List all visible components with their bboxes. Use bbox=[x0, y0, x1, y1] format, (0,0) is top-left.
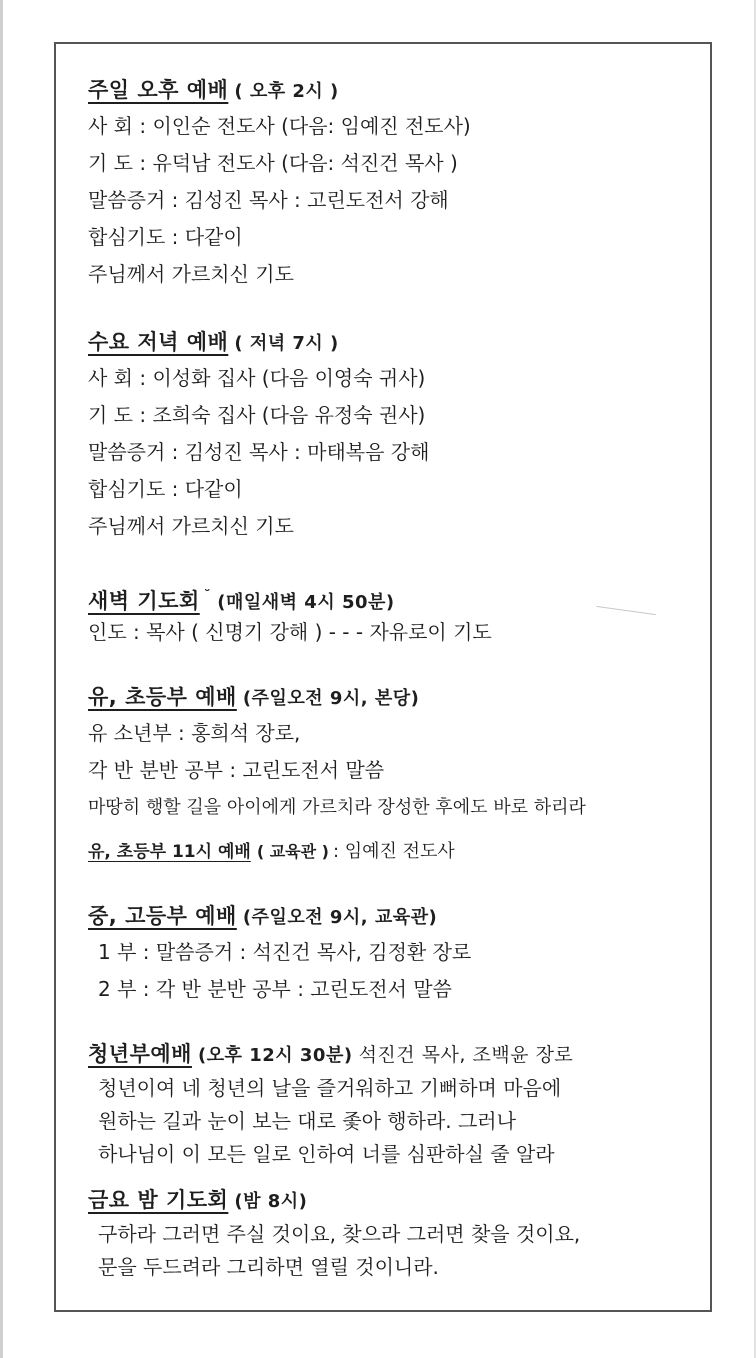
page-edge-left bbox=[0, 0, 3, 1358]
section-time: (주일오전 9시, 본당) bbox=[242, 688, 420, 709]
section-title: 유, 초등부 예배 bbox=[88, 685, 237, 709]
section-heading bbox=[88, 578, 698, 614]
line-joint-prayer: 합심기도 : 다같이 bbox=[88, 225, 243, 249]
line-part-1: 1 부 : 말씀증거 : 석진건 목사, 김정환 장로 bbox=[98, 940, 472, 964]
section-wednesday-evening bbox=[88, 324, 698, 545]
line-verse-3: 하나님이 이 모든 일로 인하여 너를 심판하실 줄 알라 bbox=[98, 1142, 555, 1166]
sub-leader: : 임예진 전도사 bbox=[332, 841, 455, 862]
section-heading bbox=[88, 324, 698, 360]
line-joint-prayer: 합심기도 : 다같이 bbox=[88, 477, 243, 501]
section-title: 주일 오후 예배 bbox=[88, 78, 229, 102]
section-time: (주일오전 9시, 교육관) bbox=[242, 907, 438, 928]
section-heading bbox=[88, 898, 698, 934]
line-prayer: 기 도 : 조희숙 집사 (다음 유정숙 권사) bbox=[88, 403, 426, 427]
section-leaders: 석진건 목사, 조백윤 장로 bbox=[358, 1044, 574, 1066]
line-lords-prayer: 주님께서 가르치신 기도 bbox=[88, 262, 294, 286]
line-lords-prayer: 주님께서 가르치신 기도 bbox=[88, 514, 294, 538]
line-11am-service bbox=[88, 832, 698, 869]
section-title: 수요 저녁 예배 bbox=[88, 330, 229, 354]
section-youth-worship bbox=[88, 898, 698, 1008]
sub-place: ( 교육관 ) bbox=[256, 842, 329, 861]
stray-mark: ˘ bbox=[203, 588, 212, 604]
line-verse-2: 원하는 길과 눈이 보는 대로 좇아 행하라. 그러나 bbox=[98, 1109, 516, 1133]
line-verse-2: 문을 두드려라 그리하면 열릴 것이니라. bbox=[98, 1255, 439, 1279]
section-time: (오후 12시 30분) bbox=[197, 1045, 353, 1066]
line-youth-leader: 유 소년부 : 홍희석 장로, bbox=[88, 721, 301, 745]
section-heading bbox=[88, 679, 698, 715]
line-verse-1: 구하라 그러면 주실 것이요, 찾으라 그러면 찾을 것이요, bbox=[98, 1222, 581, 1246]
section-time: (매일새벽 4시 50분) bbox=[217, 592, 395, 613]
section-time: (밤 8시) bbox=[234, 1191, 308, 1212]
section-sunday-afternoon bbox=[88, 72, 698, 293]
section-heading bbox=[88, 1036, 698, 1072]
line-sermon: 말씀증거 : 김성진 목사 : 마태복음 강해 bbox=[88, 440, 430, 464]
line-part-2: 2 부 : 각 반 분반 공부 : 고린도전서 말씀 bbox=[98, 977, 452, 1001]
line-moderator: 사 회 : 이인순 전도사 (다음: 임예진 전도사) bbox=[88, 114, 471, 138]
section-title: 청년부예배 bbox=[88, 1042, 192, 1066]
line-class-study: 각 반 분반 공부 : 고린도전서 말씀 bbox=[88, 758, 385, 782]
section-time: ( 저녁 7시 ) bbox=[234, 333, 339, 354]
section-young-adult-worship bbox=[88, 1036, 698, 1171]
line-sermon: 말씀증거 : 김성진 목사 : 고린도전서 강해 bbox=[88, 188, 449, 212]
section-title: 금요 밤 기도회 bbox=[88, 1188, 229, 1212]
section-title: 새벽 기도회 bbox=[88, 589, 200, 613]
section-heading bbox=[88, 1182, 698, 1218]
line-verse: 마땅히 행할 길을 아이에게 가르치라 장성한 후에도 바로 하리라 bbox=[88, 797, 586, 818]
section-time: ( 오후 2시 ) bbox=[234, 81, 339, 102]
line-prayer: 기 도 : 유덕남 전도사 (다음: 석진건 목사 ) bbox=[88, 151, 458, 175]
section-friday-prayer bbox=[88, 1182, 698, 1284]
section-heading bbox=[88, 72, 698, 108]
sub-title: 유, 초등부 11시 예배 bbox=[88, 842, 251, 862]
line-verse-1: 청년이여 네 청년의 날을 즐거워하고 기뻐하며 마음에 bbox=[98, 1076, 562, 1100]
line-moderator: 사 회 : 이성화 집사 (다음 이영숙 귀사) bbox=[88, 366, 426, 390]
section-kids-worship bbox=[88, 679, 698, 869]
section-title: 중, 고등부 예배 bbox=[88, 904, 237, 928]
line-leader: 인도 : 목사 ( 신명기 강해 ) - - - 자유로이 기도 bbox=[88, 620, 492, 644]
section-dawn-prayer bbox=[88, 578, 698, 651]
